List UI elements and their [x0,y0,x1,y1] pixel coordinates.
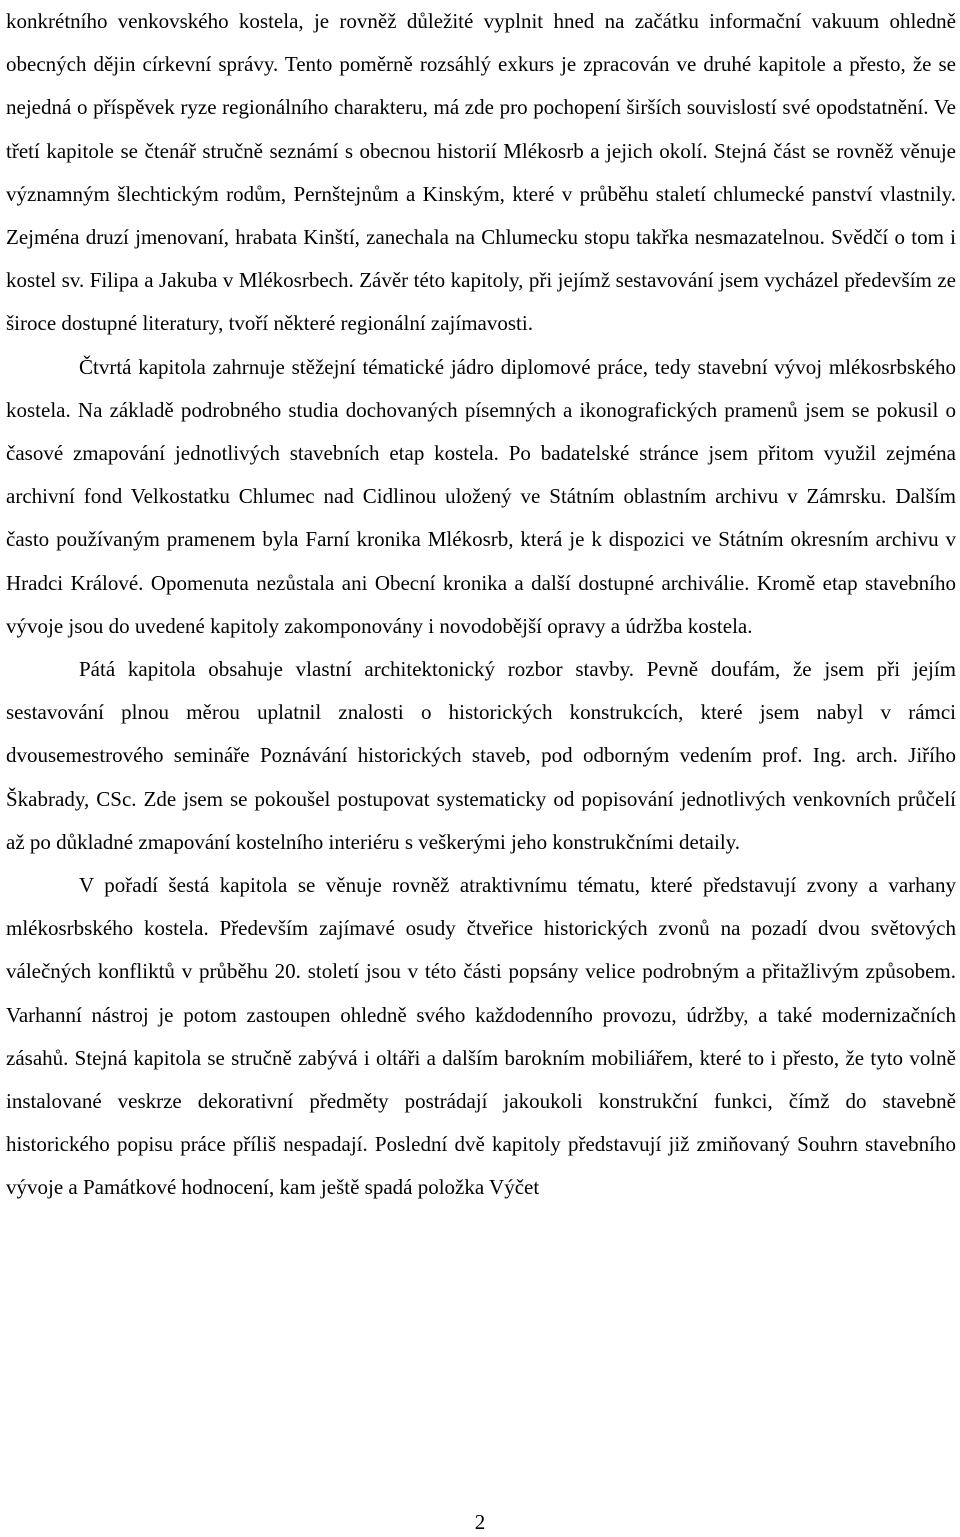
paragraph-3: Pátá kapitola obsahuje vlastní architektonický rozbor stavby. Pevně doufám, že jsem při jejím sestavování plnou měrou uplatnil znalosti o historických konstrukcích, které jsem nabyl v rámci dvousemestrového semináře Poznávání historických staveb, pod odborným vedením prof. Ing. arch. Jiřího Škabrady, CSc. Zde jsem se pokoušel postupovat systematicky od popisování jednotlivých venkovních průčelí až po důkladné zmapování kostelního interiéru s veškerými jeho konstrukčními detaily. [6,657,956,854]
document-page [6,0,956,1210]
paragraph-4: V pořadí šestá kapitola se věnuje rovněž atraktivnímu tématu, které představují zvony a varhany mlékosrbského kostela. Především zajímavé osudy čtveřice historických zvonů na pozadí dvou světových válečných konfliktů v průběhu 20. století jsou v této části popsány velice podrobným a přitažlivým způsobem. Varhanní nástroj je potom zastoupen ohledně svého každodenního provozu, údržby, a také modernizačních zásahů. Stejná kapitola se stručně zabývá i oltáři a dalším barokním mobiliářem, které to i přesto, že tyto volně instalované veskrze dekorativní předměty postrádají jakoukoli konstrukční funkci, čímž do stavebně historického popisu práce příliš nespadají. Poslední dvě kapitoly představují již zmiňovaný Souhrn stavebního vývoje a Památkové hodnocení, kam ještě spadá položka Výčet [6,873,956,1200]
paragraph-1: konkrétního venkovského kostela, je rovněž důležité vyplnit hned na začátku informační vakuum ohledně obecných dějin církevní správy. Tento poměrně rozsáhlý exkurs je zpracován ve druhé kapitole a přesto, že se nejedná o příspěvek ryze regionálního charakteru, má zde pro pochopení širších souvislostí své opodstatnění. Ve třetí kapitole se čtenář stručně seznámí s obecnou historií Mlékosrb a jejich okolí. Stejná část se rovněž věnuje významným šlechtickým rodům, Pernštejnům a Kinským, které v průběhu staletí chlumecké panství vlastnily. Zejména druzí jmenovaní, hrabata Kinští, zanechala na Chlumecku stopu takřka nesmazatelnou. Svědčí o tom i kostel sv. Filipa a Jakuba v Mlékosrbech. Závěr této kapitoly, při jejímž sestavování jsem vycházel především ze široce dostupné literatury, tvoří některé regionální zajímavosti. [6,9,956,336]
page-number: 2 [474,1510,486,1534]
paragraph-2: Čtvrtá kapitola zahrnuje stěžejní tématické jádro diplomové práce, tedy stavební vývoj mlékosrbského kostela. Na základě podrobného studia dochovaných písemných a ikonografických pramenů jsem se pokusil o časové zmapování jednotlivých stavebních etap kostela. Po badatelské stránce jsem přitom využil zejména archivní fond Velkostatku Chlumec nad Cidlinou uložený ve Státním oblastním archivu v Zámrsku. Dalším často používaným pramenem byla Farní kronika Mlékosrb, která je k dispozici ve Státním okresním archivu v Hradci Králové. Opomenuta nezůstala ani Obecní kronika a další dostupné archiválie. Kromě etap stavebního vývoje jsou do uvedené kapitoly zakomponovány i novodobější opravy a údržba kostela. [6,354,956,638]
